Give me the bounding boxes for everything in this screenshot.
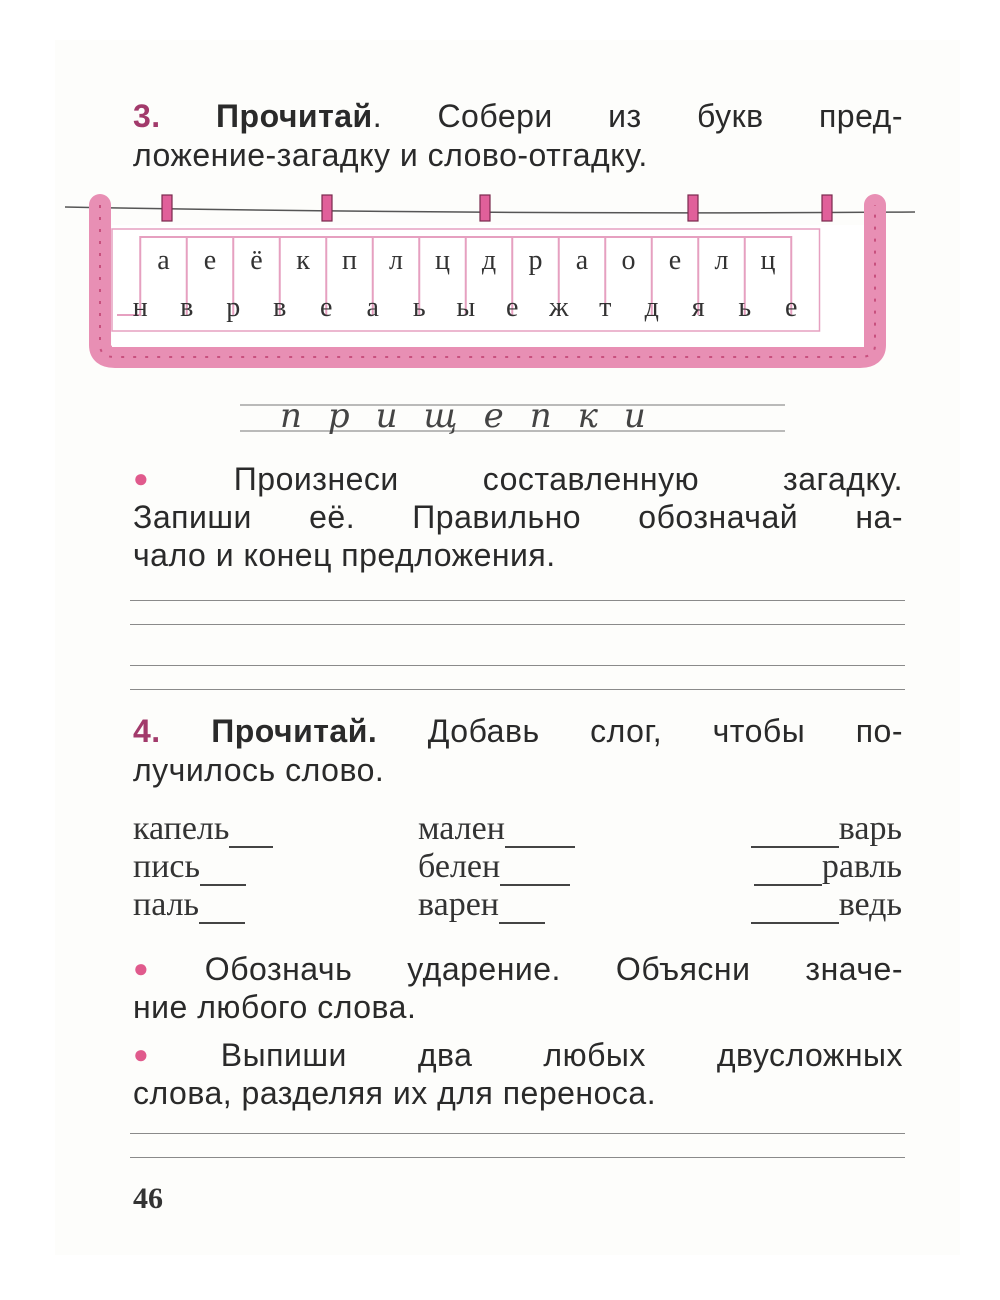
strip-letter-top: п	[342, 245, 357, 276]
bullet-dot: ●	[133, 463, 224, 493]
word-column-2	[418, 810, 575, 924]
strip-letter-bottom: р	[226, 292, 241, 323]
strip-letter-bottom: е	[785, 292, 798, 323]
word-item: равль	[821, 848, 902, 885]
answer-word: прищепки	[280, 396, 672, 436]
writing-line[interactable]	[130, 665, 905, 666]
strip-letter-top: е	[668, 245, 682, 276]
clothespin-icon	[822, 195, 832, 221]
bullet4b-line1	[133, 1036, 903, 1076]
strip-letter-bottom: ь	[738, 292, 752, 323]
writing-line[interactable]	[130, 689, 905, 690]
task3-line2: ложение-загадку и слово-отгадку.	[133, 137, 648, 173]
clothespin-icon	[162, 195, 172, 221]
page-number: 46	[133, 1182, 163, 1215]
strip-letter-bottom: н	[132, 292, 148, 323]
strip-letter-top: а	[157, 245, 170, 276]
task4-line1	[133, 712, 903, 750]
bullet4b-text1: Выпиши два любых двусложных	[220, 1037, 903, 1073]
syllable-blank[interactable]	[500, 854, 570, 886]
strip-letter-bottom: ы	[456, 292, 476, 323]
word-item: паль	[133, 886, 200, 923]
task4-heading: Прочитай.	[211, 713, 378, 749]
bullet-dot: ●	[133, 953, 195, 983]
strip-letter-top: ё	[250, 245, 263, 276]
strip-letter-top: о	[621, 245, 636, 276]
task3-line1-text: . Собери из букв пред-	[372, 98, 904, 134]
strip-letter-top: р	[528, 245, 543, 276]
strip-letter-top: д	[481, 245, 497, 276]
strip-letter-bottom: е	[320, 292, 333, 323]
strip-letter-bottom: я	[691, 292, 705, 323]
strip-letter-top: е	[203, 245, 217, 276]
task3-line1	[133, 97, 903, 135]
word-item: белен	[418, 848, 501, 885]
task3-number: 3.	[133, 98, 161, 134]
strip-letter-bottom: ж	[549, 292, 569, 323]
task4-line1-text: Добавь слог, чтобы по-	[377, 713, 904, 749]
bullet4a-line2: ние любого слова.	[133, 989, 417, 1025]
task4-line2: лучилось слово.	[133, 752, 385, 788]
clothesline-illustration	[60, 185, 940, 375]
word-item: варен	[418, 886, 499, 923]
strip-letter-top: к	[296, 245, 310, 276]
answer-word-area	[240, 395, 785, 440]
bullet-dot: ●	[133, 1039, 211, 1069]
syllable-blank[interactable]	[754, 854, 822, 886]
word-item: капель	[133, 810, 230, 847]
syllable-blank[interactable]	[505, 816, 575, 848]
strip-letter-bottom: а	[366, 292, 379, 323]
bullet3-line3: чало и конец предложения.	[133, 537, 556, 573]
bullet3-text1: Произнеси составленную загадку.	[233, 461, 903, 497]
syllable-blank[interactable]	[751, 892, 839, 924]
strip-letter-top: л	[714, 245, 729, 276]
word-item: ведь	[838, 886, 902, 923]
bullet3-line2: Запиши её. Правильно обозначай на-	[133, 499, 903, 535]
writing-line[interactable]	[130, 624, 905, 625]
word-column-3	[722, 810, 902, 924]
task4-number: 4.	[133, 713, 161, 749]
clothespin-icon	[322, 195, 332, 221]
bullet3-line1	[133, 460, 903, 500]
strip-letter-top: ц	[435, 245, 450, 276]
strip-letter-bottom: ь	[412, 292, 426, 323]
strip-letter-bottom: в	[180, 292, 194, 323]
writing-line[interactable]	[130, 1157, 905, 1158]
bullet4a-text1: Обозначь ударение. Объясни значе-	[204, 951, 903, 987]
writing-line[interactable]	[130, 600, 905, 601]
strip-letter-bottom: т	[599, 292, 612, 323]
word-item: мален	[418, 810, 505, 847]
bullet4b-line2: слова, разделяя их для переноса.	[133, 1075, 657, 1111]
word-item: варь	[838, 810, 902, 847]
strip-letter-bottom: д	[644, 292, 659, 323]
writing-line[interactable]	[130, 1133, 905, 1134]
syllable-blank[interactable]	[751, 816, 839, 848]
task3-heading: Прочитай	[216, 98, 373, 134]
strip-letter-bottom: в	[273, 292, 287, 323]
word-column-1	[133, 810, 273, 924]
syllable-blank[interactable]	[200, 854, 246, 886]
clothespin-icon	[688, 195, 698, 221]
strip-letter-top: л	[389, 245, 403, 276]
strip-letter-bottom: е	[506, 292, 519, 323]
strip-letter-top: а	[575, 245, 589, 276]
strip-letter-top: ц	[760, 245, 776, 276]
syllable-blank[interactable]	[199, 892, 245, 924]
syllable-blank[interactable]	[229, 816, 273, 848]
bullet4a-line1	[133, 950, 903, 990]
syllable-blank[interactable]	[499, 892, 545, 924]
clothespin-icon	[480, 195, 490, 221]
word-item: пись	[133, 848, 200, 885]
